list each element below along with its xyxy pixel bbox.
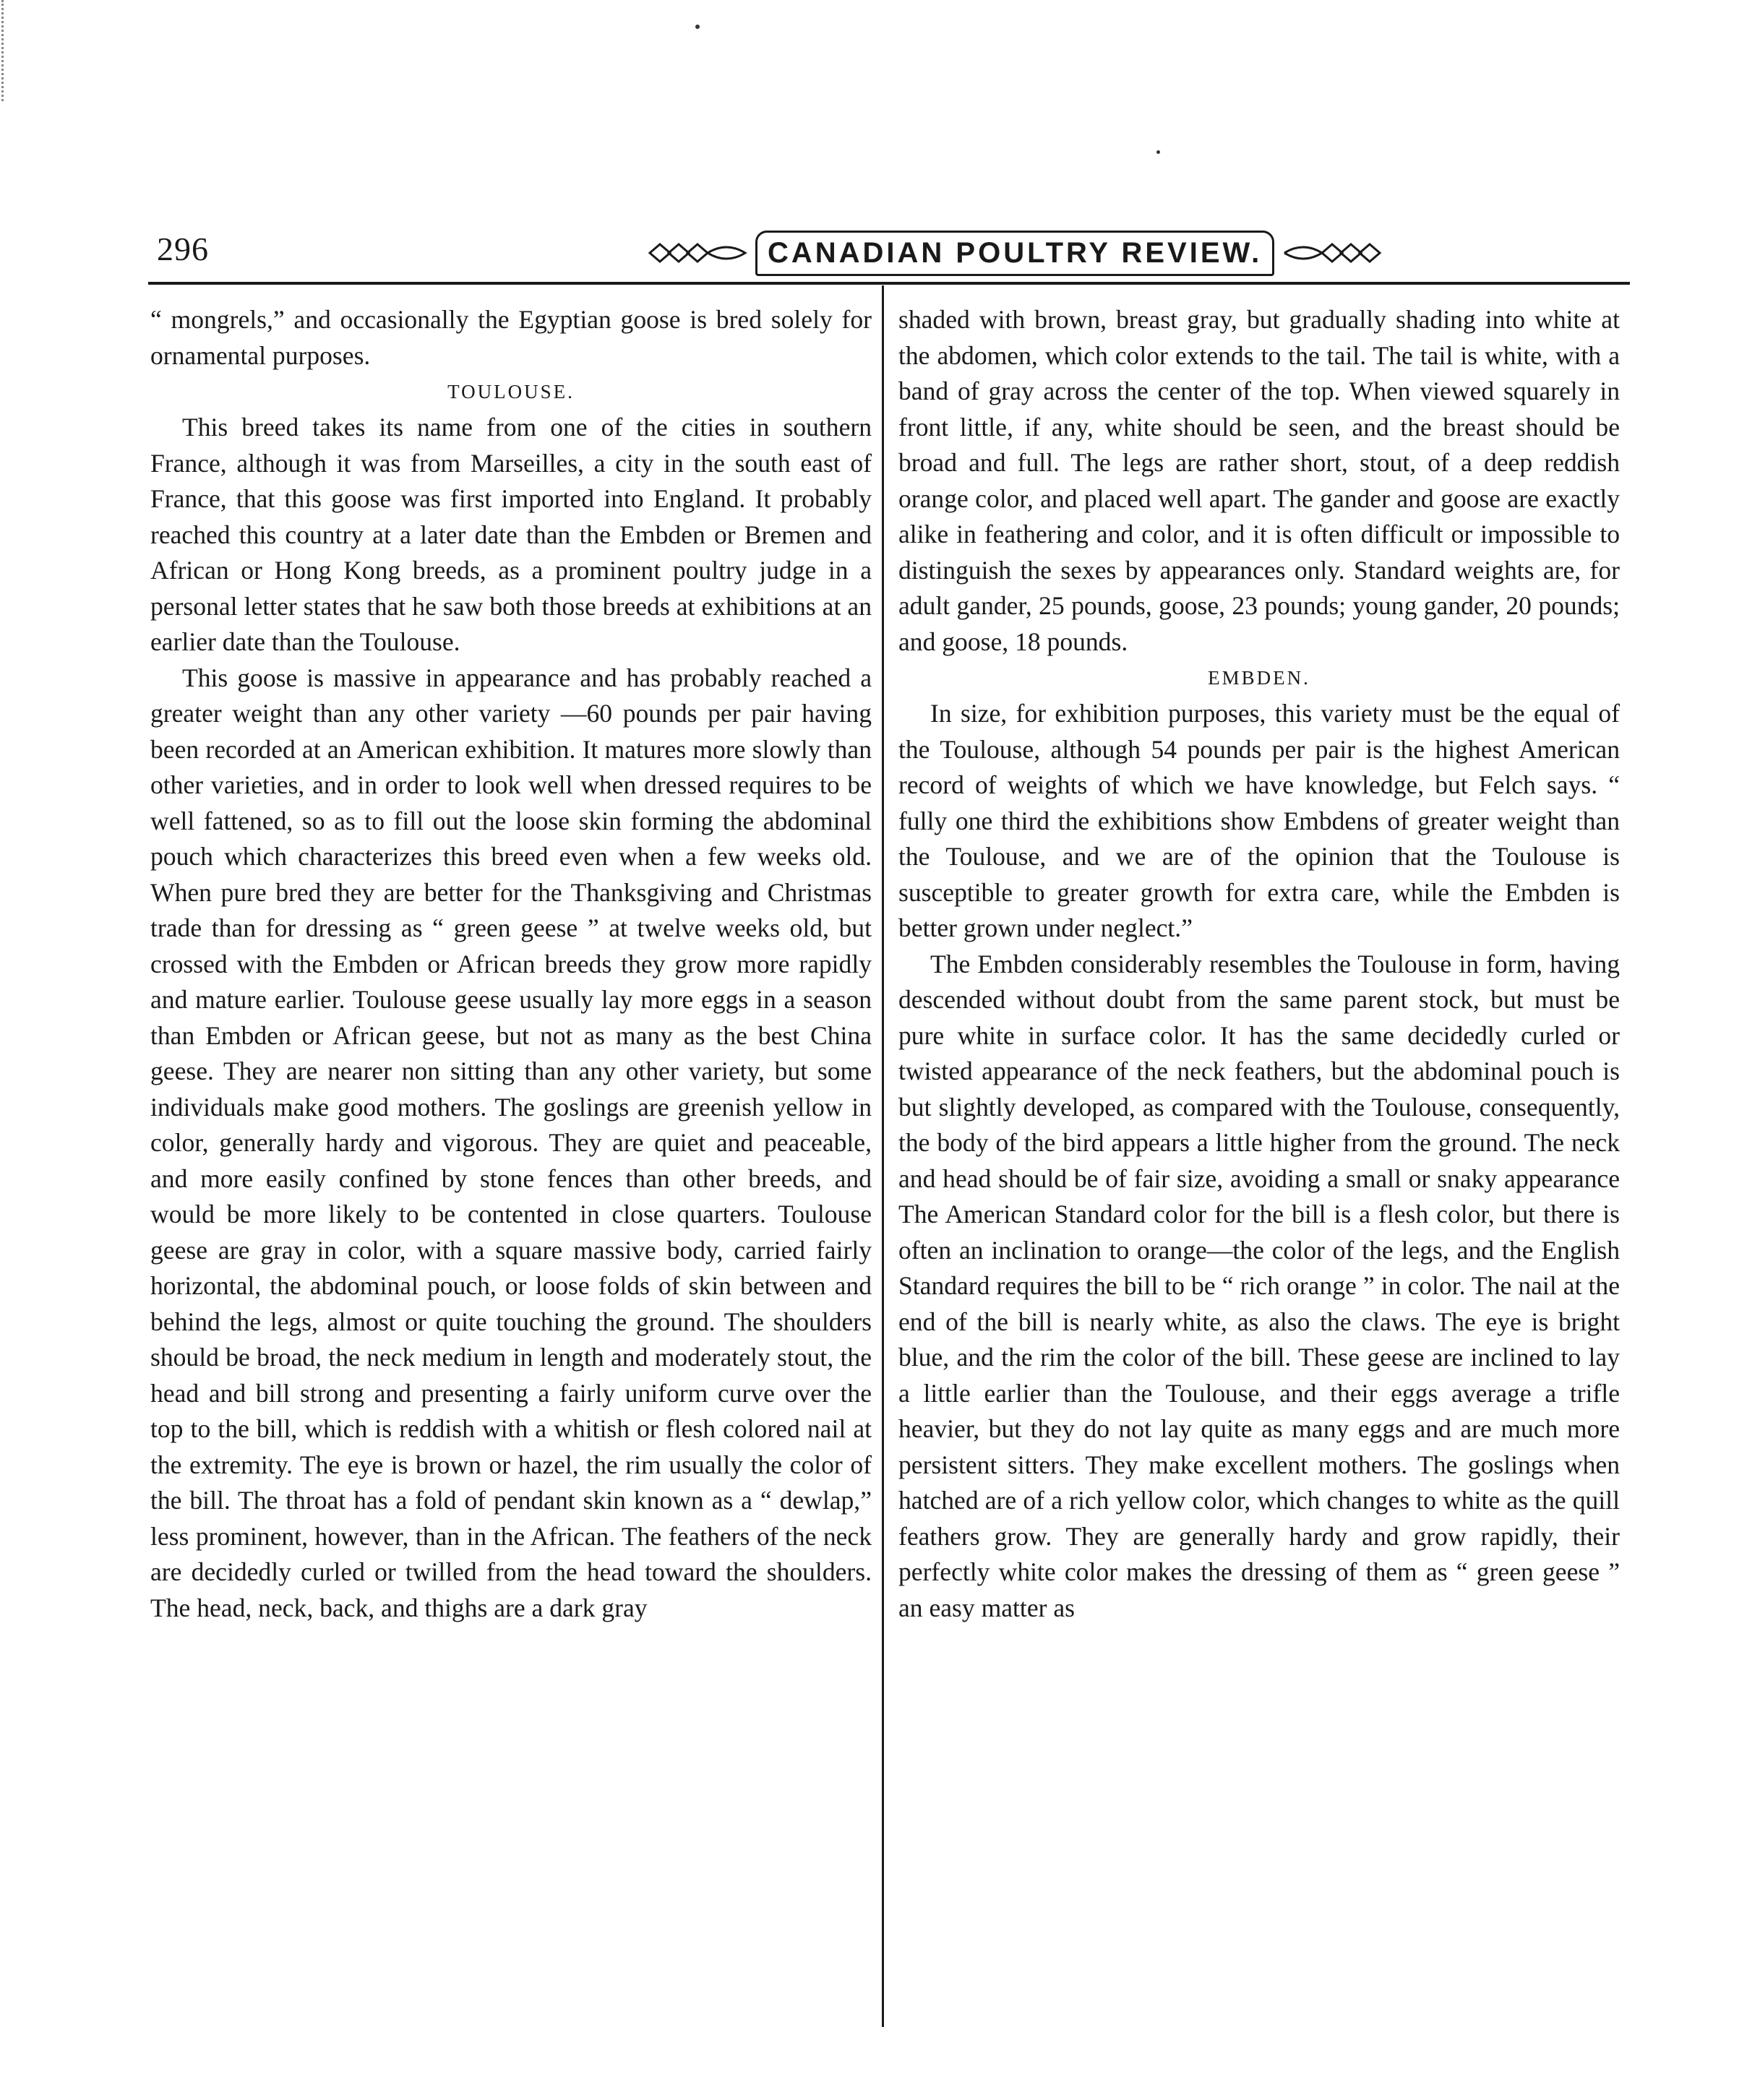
- masthead: [647, 224, 1383, 282]
- ink-speck: [1156, 150, 1160, 154]
- ink-speck: [695, 25, 700, 29]
- ornament-left-icon: [647, 238, 748, 267]
- page-number: 296: [157, 231, 209, 267]
- paragraph: The Embden considerably resembles the Toulouse in form, having descended without doubt from the same parent stock, but must be pure white in surface color. It has the same decidedly curled or twisted appearance of the neck feathers, but the abdominal pouch is but slightly developed, as compared with the Toulouse, consequently, the body of the bird appears a little higher from the ground. The neck and head should be of fair size, avoiding a small or snaky appearance The American Standard color for the bill is a flesh color, but there is often an inclination to orange—the color of the legs, and the English Standard requires the bill to be “ rich orange ” in color. The nail at the end of the bill is nearly white, as also the claws. The eye is bright blue, and the rim the color of the bill. These geese are inclined to lay a little earlier than the Toulouse, and their eggs average a trifle heavier, but they do not lay quite as many eggs and are much more persistent sitters. They make excellent mothers. The goslings when hatched are of a rich yellow color, which changes to white as the quill feathers grow. They are generally hardy and grow rapidly, their perfectly white color makes the dressing of them as “ green geese ” an easy matter as: [898, 949, 1620, 1622]
- section-heading-embden: EMBDEN.: [1208, 667, 1310, 689]
- paragraph: “ mongrels,” and occasionally the Egyptian goose is bred solely for ornamental purposes.: [150, 305, 872, 370]
- masthead-title: CANADIAN POULTRY REVIEW.: [755, 231, 1274, 276]
- ornament-right-icon: [1282, 238, 1383, 267]
- right-column: [898, 302, 1620, 1626]
- header-rule: [148, 282, 1630, 285]
- paragraph: shaded with brown, breast gray, but gradually shading into white at the abdomen, which color extends to the tail. The tail is white, with a band of gray across the center of the top. When viewed squarely in front little, if any, white should be seen, and the breast should be broad and full. The legs are rather short, stout, of a deep reddish orange color, and placed well apart. The gander and goose are exactly alike in feathering and color, and it is often difficult or impossible to distinguish the sexes by appearances only. Standard weights are, for adult gander, 25 pounds, goose, 23 pounds; young gander, 20 pounds; and goose, 18 pounds.: [898, 305, 1620, 656]
- paragraph: This breed takes its name from one of the cities in southern France, although it was from Marseilles, a city in the south east of France, that this goose was first imported into England. It probably reached this country at a later date than the Embden or Bremen and African or Hong Kong breeds, as a prominent poultry judge in a personal letter states that he saw both those breeds at exhibitions at an earlier date than the Toulouse.: [150, 413, 872, 656]
- margin-dots: [1, 0, 8, 101]
- column-divider: [882, 285, 884, 2027]
- section-heading-toulouse: TOULOUSE.: [447, 381, 575, 403]
- page-header: [148, 224, 1630, 282]
- paragraph: In size, for exhibition purposes, this variety must be the equal of the Toulouse, although 54 pounds per pair is the highest American record of weights of which we have knowledge, but Felch says. “ fully one third the exhibitions show Embdens of greater weight than the Toulouse, and we are of the opinion that the Toulouse is susceptible to greater growth for extra care, while the Embden is better grown under neglect.”: [898, 699, 1620, 942]
- left-column: [150, 302, 872, 1626]
- paragraph: This goose is massive in appearance and has probably reached a greater weight than any other variety —60 pounds per pair having been recorded at an American exhibition. It matures more slowly than other varieties, and in order to look well when dressed requires to be well fattened, so as to fill out the loose skin forming the abdominal pouch which characterizes this breed even when a few weeks old. When pure bred they are better for the Thanksgiving and Christmas trade than for dressing as “ green geese ” at twelve weeks old, but crossed with the Embden or African breeds they grow more rapidly and mature earlier. Toulouse geese usually lay more eggs in a season than Embden or African geese, but not as many as the best China geese. They are nearer non sitting than any other variety, but some individuals make good mothers. The goslings are greenish yellow in color, generally hardy and vigorous. They are quiet and peaceable, and more easily confined by stone fences than other breeds, and would be more likely to be contented in close quarters. Toulouse geese are gray in color, with a square massive body, carried fairly horizontal, the abdominal pouch, or loose folds of skin between and behind the legs, almost or quite touching the ground. The shoulders should be broad, the neck medium in length and moderately stout, the head and bill strong and presenting a fairly uniform curve over the top to the bill, which is reddish with a whitish or flesh colored nail at the extremity. The eye is brown or hazel, the rim usually the color of the bill. The throat has a fold of pendant skin known as a “ dewlap,” less prominent, however, than in the African. The feathers of the neck are decidedly curled or twilled from the head toward the shoulders. The head, neck, back, and thighs are a dark gray: [150, 663, 872, 1622]
